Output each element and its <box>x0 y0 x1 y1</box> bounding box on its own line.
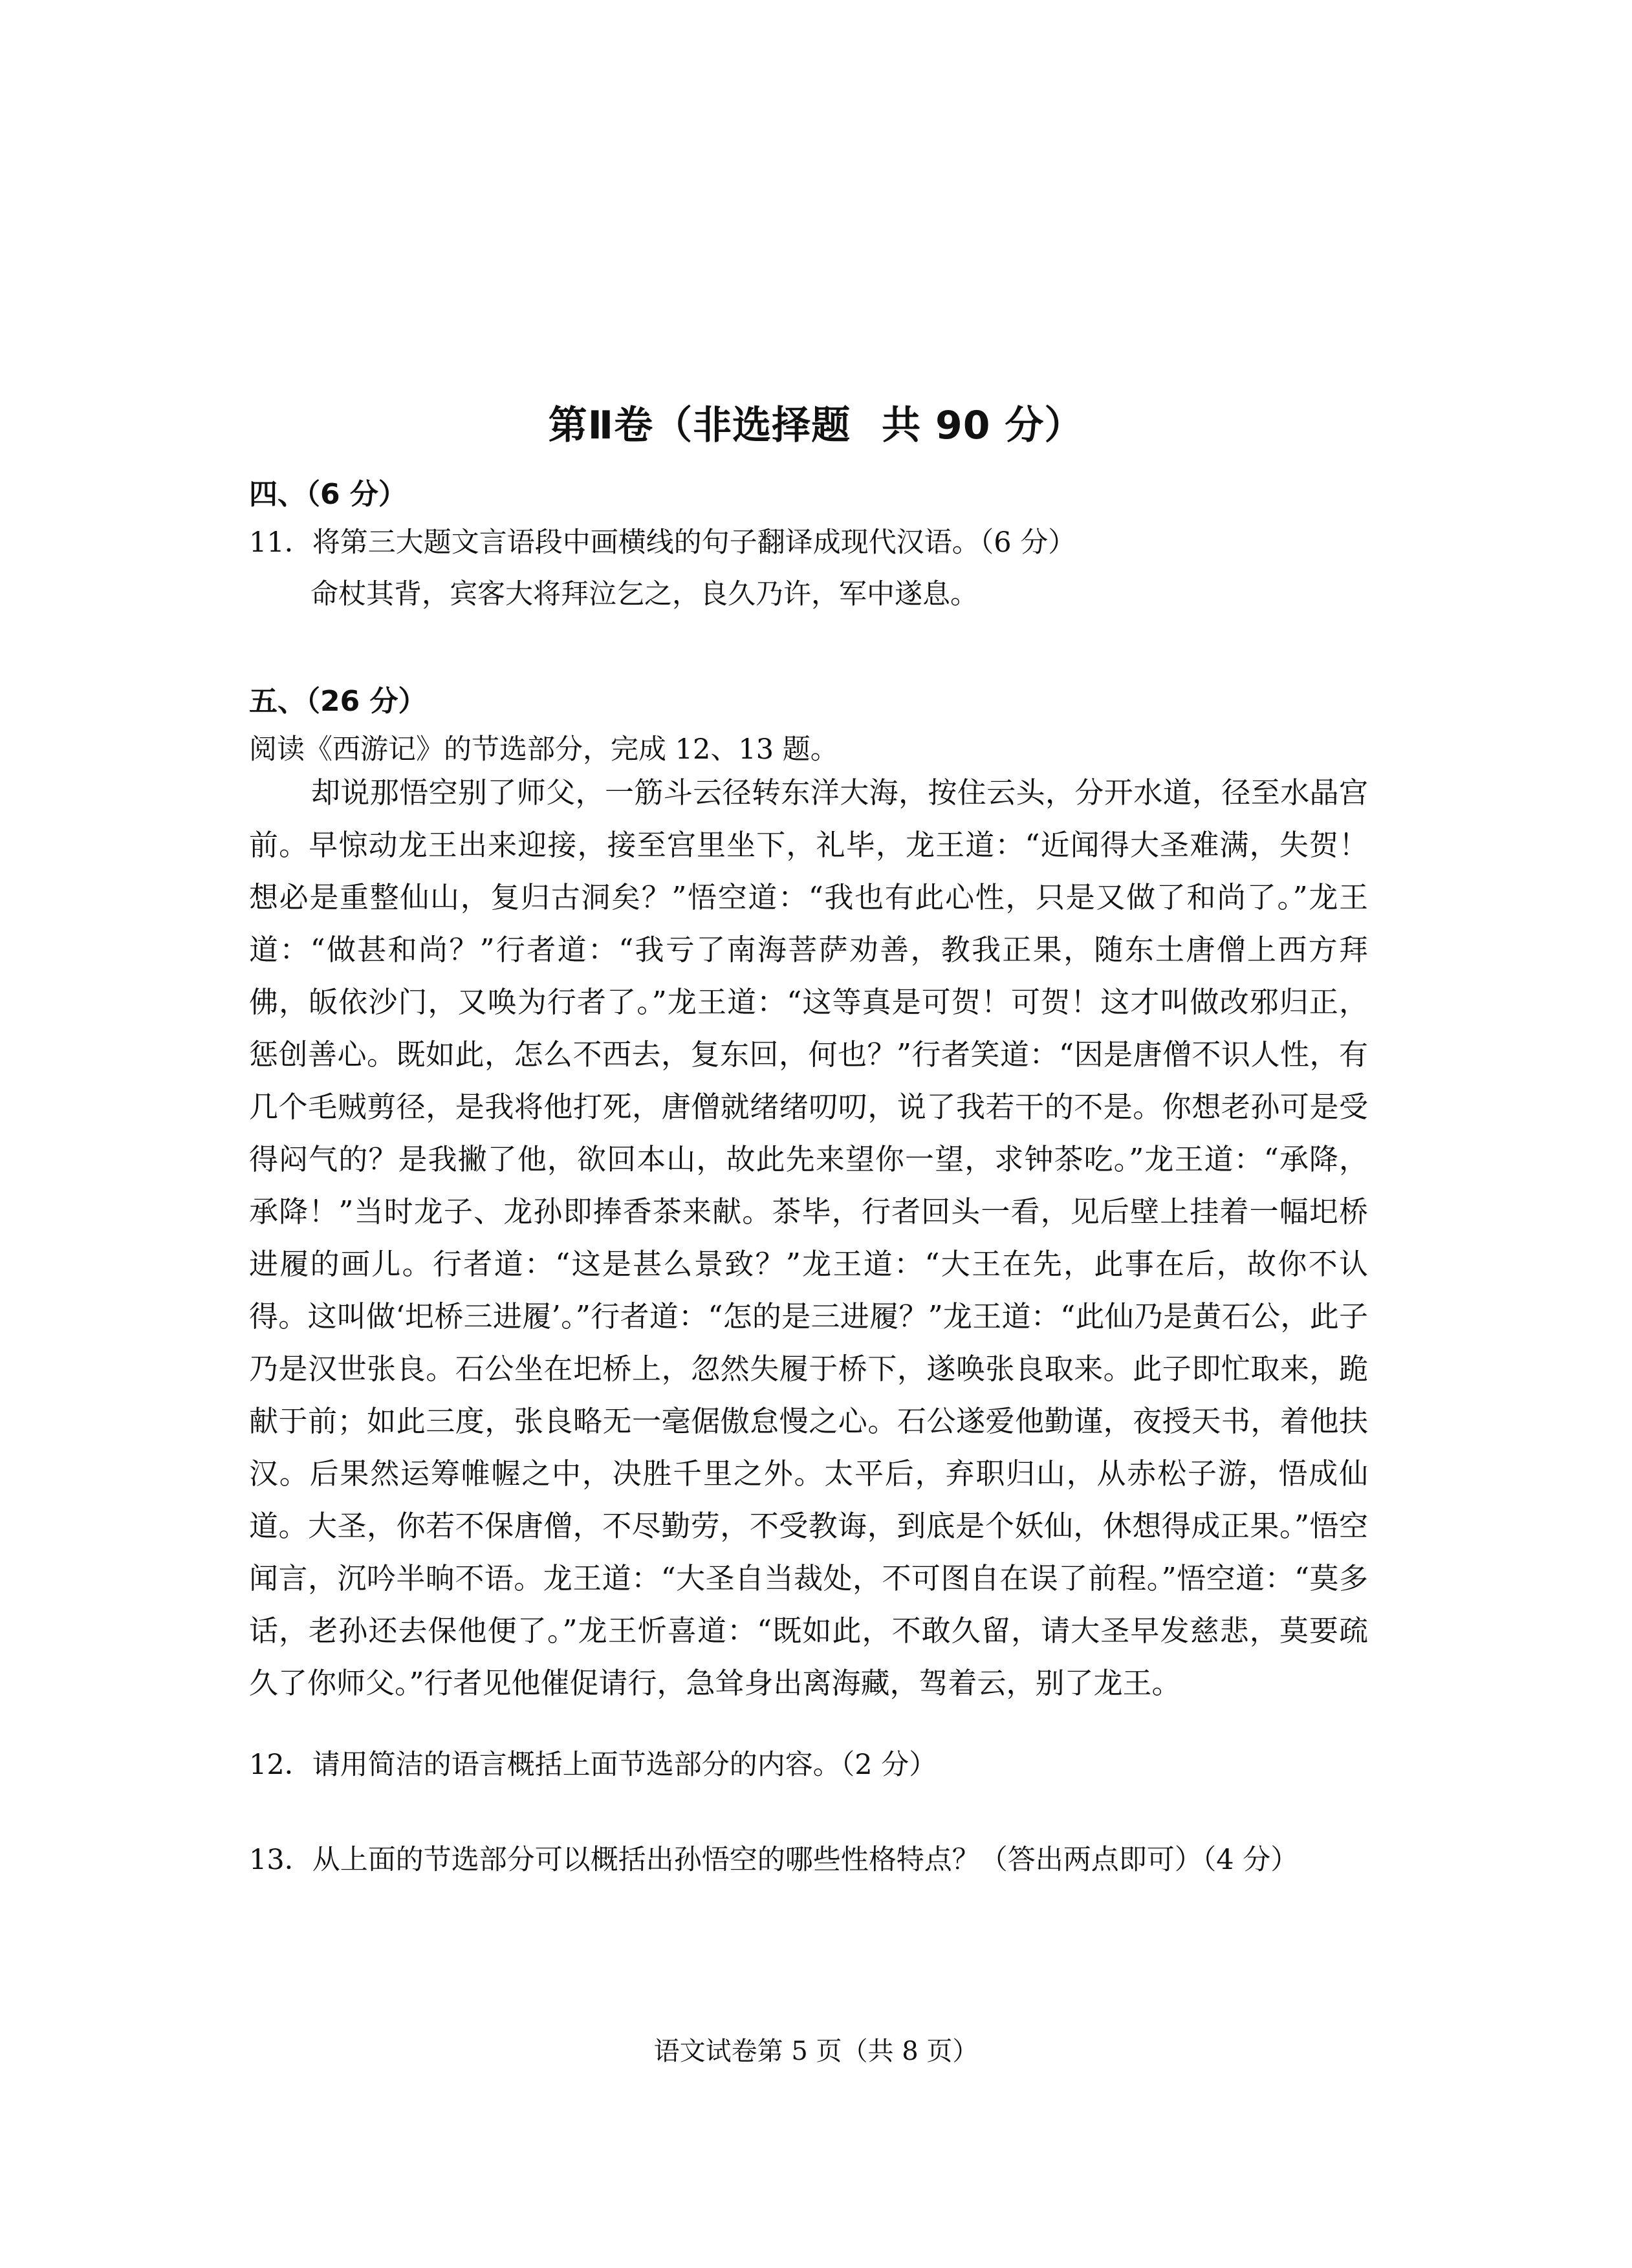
section-five-heading: 五、（26 分） <box>249 685 427 718</box>
journey-west-passage: 却说那悟空别了师父，一筋斗云径转东洋大海，按住云头，分开水道，径至水晶宫前。早惊动龙王出来迎接，接至宫里坐下，礼毕，龙王道：“近闻得大圣难满，失贺！想必是重整仙山，复归古洞矣？”悟空道：“我也有此心性，只是又做了和尚了。”龙王道：“做甚和尚？”行者道：“我亏了南海菩萨劝善，教我正果，随东土唐僧上西方拜佛，皈依沙门，又唤为行者了。”龙王道：“这等真是可贺！可贺！这才叫做改邪归正，惩创善心。既如此，怎么不西去，复东回，何也？”行者笑道：“因是唐僧不识人性，有几个毛贼剪径，是我将他打死，唐僧就绪绪叨叨，说了我若干的不是。你想老孙可是受得闷气的？是我撇了他，欲回本山，故此先来望你一望，求钟茶吃。”龙王道：“承降，承降！”当时龙子、龙孙即捧香茶来献。茶毕，行者回头一看，见后壁上挂着一幅圯桥进履的画儿。行者道：“这是甚么景致？”龙王道：“大王在先，此事在后，故你不认得。这叫做‘圯桥三进履’。”行者道：“怎的是三进履？”龙王道：“此仙乃是黄石公，此子乃是汉世张良。石公坐在圯桥上，忽然失履于桥下，遂唤张良取来。此子即忙取来，跪献于前；如此三度，张良略无一毫倨傲怠慢之心。石公遂爱他勤谨，夜授天书，着他扶汉。后果然运筹帷幄之中，决胜千里之外。太平后，弃职归山，从赤松子游，悟成仙道。大圣，你若不保唐僧，不尽勤劳，不受教诲，到底是个妖仙，休想得成正果。”悟空闻言，沉吟半晌不语。龙王道：“大圣自当裁处，不可图自在误了前程。”悟空道：“莫多话，老孙还去保他便了。”龙王忻喜道：“既如此，不敢久留，请大圣早发慈悲，莫要疏久了你师父。”行者见他催促请行，急耸身出离海藏，驾着云，别了龙王。 <box>249 775 1368 1700</box>
question-11-sentence: 命杖其背，宾客大将拜泣乞之，良久乃许，军中遂息。 <box>310 578 978 610</box>
paper-title <box>0 394 1632 450</box>
reading-intro: 阅读《西游记》的节选部分，完成 12、13 题。 <box>249 733 838 766</box>
title-score: 共 90 分） <box>882 403 1084 448</box>
question-11-prompt: 11．将第三大题文言语段中画横线的句子翻译成现代汉语。（6 分） <box>249 526 1076 559</box>
page-footer: 语文试卷第 5 页（共 8 页） <box>653 2036 979 2066</box>
section-four-heading: 四、（6 分） <box>249 478 407 511</box>
question-13: 13．从上面的节选部分可以概括出孙悟空的哪些性格特点？（答出两点即可）（4 分） <box>249 1844 1299 1876</box>
title-main: 第Ⅱ卷（非选择题 <box>548 403 851 448</box>
question-12: 12．请用简洁的语言概括上面节选部分的内容。（2 分） <box>249 1749 937 1781</box>
